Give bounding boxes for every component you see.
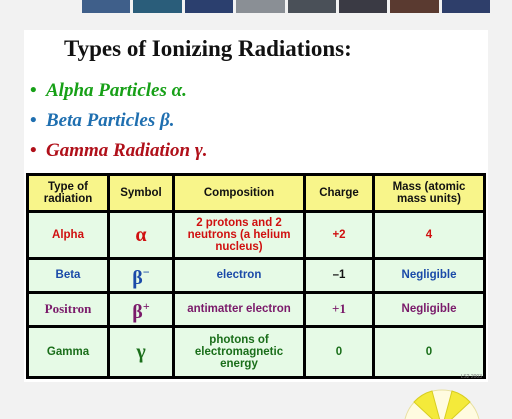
table-row xyxy=(29,294,483,325)
cell-mass: 0 xyxy=(375,328,483,376)
bullet-gamma xyxy=(30,136,208,166)
cell-composition: photons of electromagnetic energy xyxy=(175,328,303,376)
symbol-superscript: + xyxy=(142,299,150,314)
header-charge: Charge xyxy=(306,176,372,210)
bullet-alpha xyxy=(30,76,208,106)
header-type: Type of radiation xyxy=(29,176,107,210)
bullet-list xyxy=(30,76,208,166)
bullet-beta xyxy=(30,106,208,136)
header-composition: Composition xyxy=(175,176,303,210)
bullet-text: Gamma Radiation γ. xyxy=(46,140,208,161)
cell-symbol xyxy=(110,294,172,325)
cell-composition: electron xyxy=(175,260,303,291)
cell-mass: Negligible xyxy=(375,260,483,291)
cell-mass: Negligible xyxy=(375,294,483,325)
cell-composition: 2 protons and 2 neutrons (a helium nucleus) xyxy=(175,213,303,257)
thumbnail-1[interactable] xyxy=(82,0,130,13)
thumbnail-5[interactable] xyxy=(288,0,336,13)
radiation-hazard-icon xyxy=(400,388,484,419)
thumbnail-6[interactable] xyxy=(339,0,387,13)
cell-symbol xyxy=(110,260,172,291)
thumbnail-4[interactable] xyxy=(236,0,284,13)
cell-charge: –1 xyxy=(306,260,372,291)
slide-credit: LS2 2003 xyxy=(460,374,482,380)
slide-title: Types of Ionizing Radiations: xyxy=(64,36,352,61)
cell-symbol xyxy=(110,213,172,257)
bullet-dot: • xyxy=(30,80,37,101)
thumbnail-8[interactable] xyxy=(442,0,490,13)
header-symbol: Symbol xyxy=(110,176,172,210)
cell-charge: 0 xyxy=(306,328,372,376)
cell-type: Positron xyxy=(29,294,107,325)
table-row xyxy=(29,260,483,291)
thumbnail-7[interactable] xyxy=(390,0,438,13)
header-mass: Mass (atomic mass units) xyxy=(375,176,483,210)
symbol-superscript: − xyxy=(142,265,150,280)
cell-composition: antimatter electron xyxy=(175,294,303,325)
table-row xyxy=(29,213,483,257)
symbol-positron: β xyxy=(132,301,143,324)
bullet-dot: • xyxy=(30,140,37,161)
cell-charge: +1 xyxy=(306,294,372,325)
bullet-text: Alpha Particles α. xyxy=(46,80,187,101)
table-row xyxy=(29,328,483,376)
radiation-table xyxy=(26,173,486,379)
cell-symbol xyxy=(110,328,172,376)
thumbnail-2[interactable] xyxy=(133,0,181,13)
table-header-row xyxy=(29,176,483,210)
cell-charge: +2 xyxy=(306,213,372,257)
slide xyxy=(24,30,488,382)
cell-type: Beta xyxy=(29,260,107,291)
symbol-beta: β xyxy=(132,267,143,290)
thumbnail-strip xyxy=(82,0,490,13)
symbol-gamma: γ xyxy=(136,341,146,364)
symbol-alpha: α xyxy=(135,223,147,246)
bullet-text: Beta Particles β. xyxy=(46,110,175,131)
cell-type: Alpha xyxy=(29,213,107,257)
cell-type: Gamma xyxy=(29,328,107,376)
thumbnail-3[interactable] xyxy=(185,0,233,13)
cell-mass: 4 xyxy=(375,213,483,257)
bullet-dot: • xyxy=(30,110,37,131)
